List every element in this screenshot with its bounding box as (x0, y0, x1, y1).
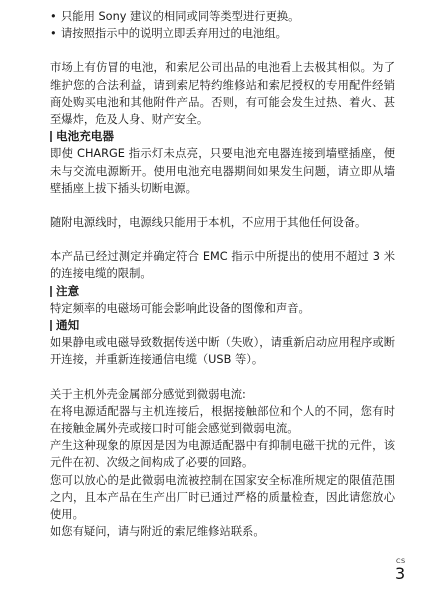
bullet-item (50, 25, 395, 42)
section-heading-charger (50, 128, 395, 145)
emc-paragraph: 本产品已经过测定并确定符合 EMC 指示中所提出的使用不超过 3 米的连接电缆的限制。 (50, 250, 395, 281)
manual-page-body (50, 8, 395, 540)
heading-text: 电池充电器 (56, 129, 114, 144)
section-heading-notice (50, 317, 395, 334)
language-code: CS (396, 557, 406, 565)
heading-marker-bar (50, 286, 52, 297)
heading-text: 注意 (56, 283, 80, 298)
heading-marker-bar (50, 320, 52, 331)
bullet-dot: • (50, 27, 57, 41)
leakage-paragraph-4: 如您有疑问，请与附近的索尼维修站联系。 (50, 525, 265, 539)
attention-paragraph: 特定频率的电磁场可能会影响此设备的图像和声音。 (50, 301, 310, 315)
bullet-text: 请按照指示中的说明立即丢弃用过的电池组。 (61, 27, 287, 41)
notice-paragraph: 如果静电或电磁导致数据传送中断（失败），请重新启动应用程序或断开连接，并重新连接通信电缆（USB 等）。 (50, 336, 395, 367)
section-heading-attention (50, 283, 395, 300)
leakage-title: 关于主机外壳金属部分感觉到微弱电流: (50, 387, 246, 401)
bullet-item (50, 8, 395, 25)
heading-marker-bar (50, 131, 52, 142)
counterfeit-warning-paragraph: 市场上有仿冒的电池，和索尼公司出品的电池看上去极其相似。为了维护您的合法利益，请到索尼特约维修站和索尼授权的专用配件经销商处购买电池和其他附件产品。否则，有可能会发生过热、着火、甚至爆炸，危及人身、财产安全。 (50, 61, 395, 127)
leakage-paragraph-1: 在将电源适配器与主机连接后，根据接触部位和个人的不同，您有时在接触金属外壳或接口时可能会感觉到微弱电流。 (50, 404, 395, 436)
leakage-paragraph-2: 产生这种现象的原因是因为电源适配器中有抑制电磁干扰的元件，该元件在初、次级之间构成了必要的回路。 (50, 439, 395, 470)
bullet-dot: • (50, 10, 57, 23)
page-number: 3 (395, 564, 406, 583)
bullet-text: 只能用 Sony 建议的相同或同等类型进行更换。 (61, 10, 300, 23)
power-cord-paragraph: 随附电源线时，电源线只能用于本机，不应用于其他任何设备。 (50, 216, 367, 230)
leakage-paragraph-3: 您可以放心的是此微弱电流被控制在国家安全标准所规定的限值范围之内，且本产品在生产出厂时已通过严格的质量检查，因此请您放心使用。 (50, 473, 395, 522)
heading-text: 通知 (56, 318, 80, 333)
charger-paragraph: 即使 CHARGE 指示灯未点亮，只要电池充电器连接到墙壁插座，便未与交流电源断开。使用电池充电器期间如果发生问题，请立即从墙壁插座上拔下插头切断电源。 (50, 147, 395, 195)
